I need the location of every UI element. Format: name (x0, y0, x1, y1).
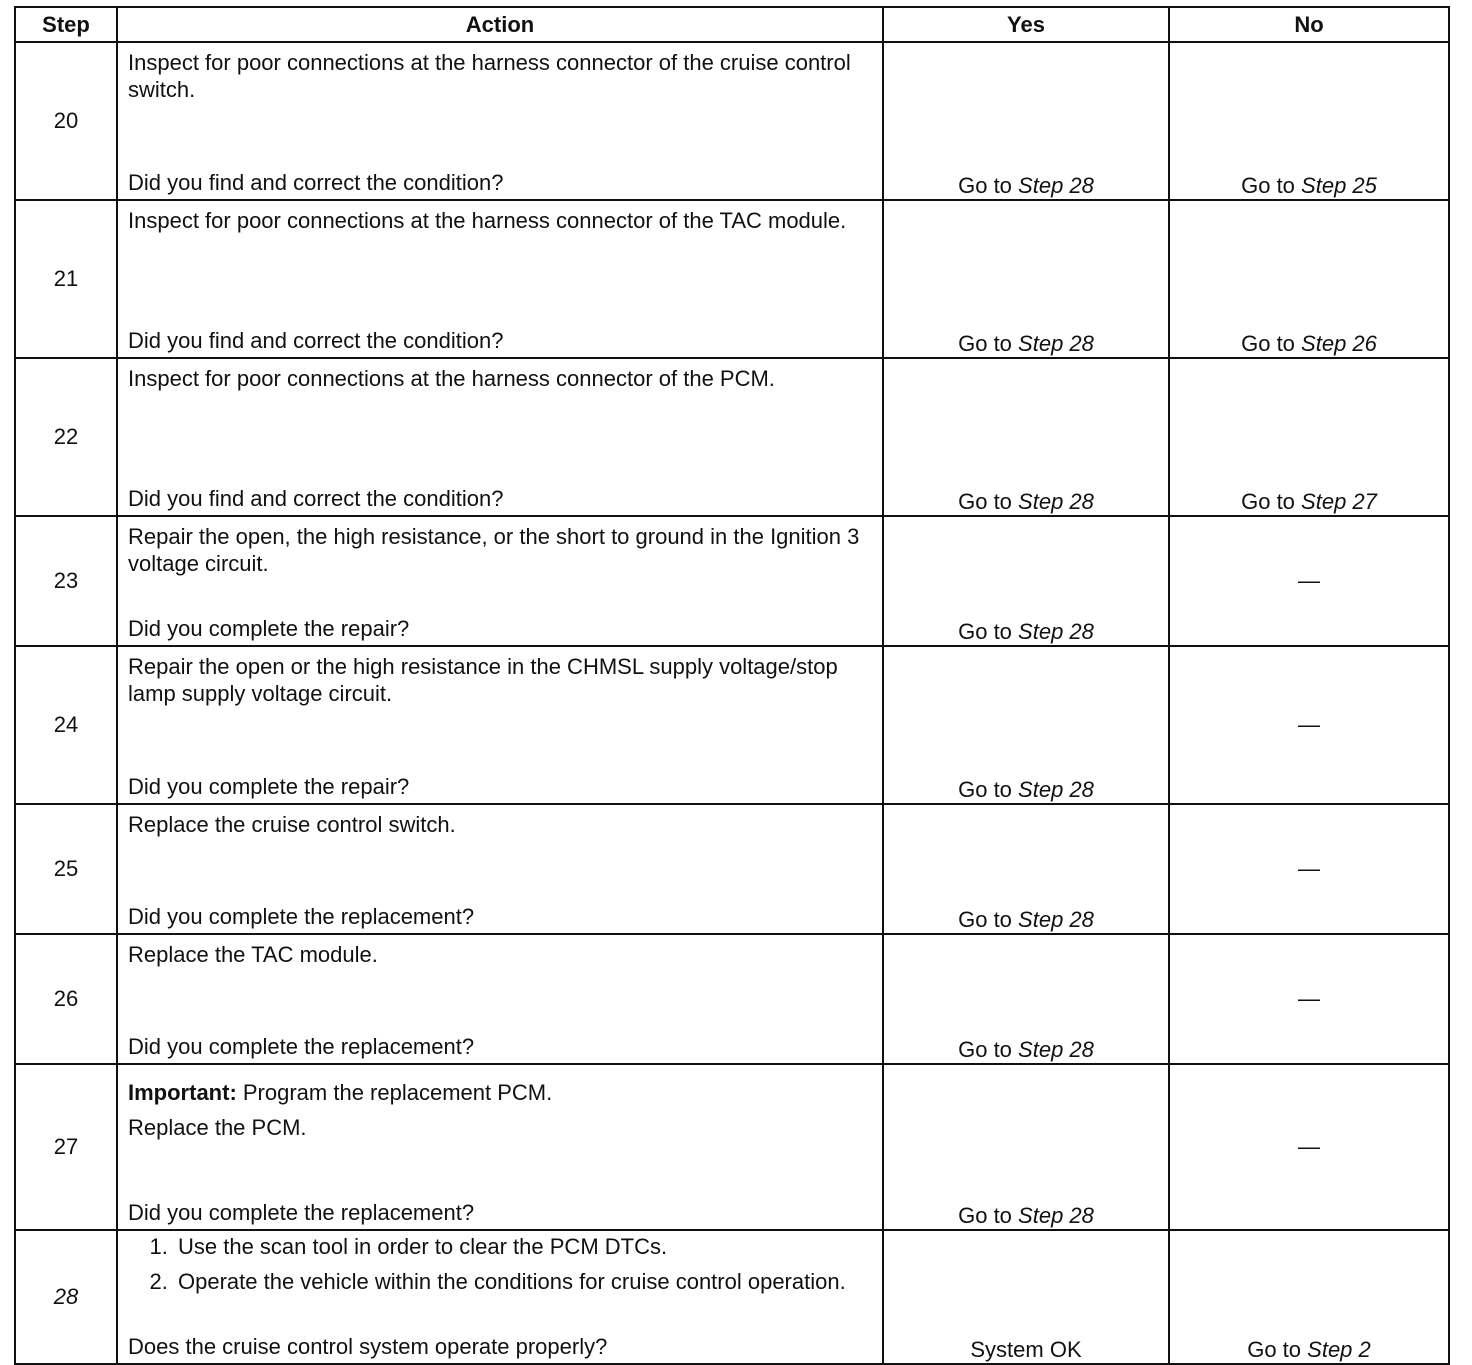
action-text: Repair the open, the high resistance, or the short to ground in the Ignition 3 voltage circuit. (128, 524, 860, 576)
no-cell (1169, 1064, 1449, 1230)
go-to-text: Go to (1241, 173, 1295, 198)
important-note (128, 1079, 872, 1106)
action-question: Did you find and correct the condition? (128, 328, 504, 353)
action-question: Did you complete the replacement? (128, 1200, 475, 1225)
table-row (15, 1064, 1449, 1230)
action-text: Inspect for poor connections at the harness connector of the cruise control switch. (128, 50, 851, 102)
go-to-text: Go to (958, 777, 1012, 802)
action-steps-list (128, 1233, 872, 1295)
no-step-link[interactable]: Step 25 (1301, 173, 1377, 198)
go-to-text: Go to (958, 907, 1012, 932)
system-ok-text: System OK (970, 1337, 1082, 1362)
step-number: 25 (15, 804, 117, 934)
action-cell (117, 1230, 883, 1364)
action-text: Inspect for poor connections at the harness connector of the PCM. (128, 366, 775, 391)
no-cell (1169, 646, 1449, 804)
step-number: 23 (15, 516, 117, 646)
yes-cell (883, 1064, 1169, 1230)
step-number: 24 (15, 646, 117, 804)
no-step-link[interactable]: Step 27 (1301, 489, 1377, 514)
yes-cell (883, 934, 1169, 1064)
diagnostic-table (14, 6, 1450, 1365)
header-action: Action (117, 7, 883, 42)
yes-step-link[interactable]: Step 28 (1018, 173, 1094, 198)
yes-step-link[interactable]: Step 28 (1018, 489, 1094, 514)
yes-cell (883, 200, 1169, 358)
action-question: Did you complete the repair? (128, 774, 410, 799)
yes-step-link[interactable]: Step 28 (1018, 777, 1094, 802)
step-number: 28 (15, 1230, 117, 1364)
go-to-text: Go to (958, 173, 1012, 198)
yes-cell (883, 804, 1169, 934)
table-row (15, 358, 1449, 516)
yes-cell (883, 516, 1169, 646)
table-row (15, 934, 1449, 1064)
step-number: 21 (15, 200, 117, 358)
action-cell (117, 42, 883, 200)
action-cell (117, 804, 883, 934)
list-item: 2. Operate the vehicle within the conditions for cruise control operation. (174, 1268, 872, 1295)
action-cell (117, 200, 883, 358)
go-to-text: Go to (958, 1203, 1012, 1228)
action-question: Did you find and correct the condition? (128, 170, 504, 195)
yes-step-link[interactable]: Step 28 (1018, 1037, 1094, 1062)
action-cell (117, 1064, 883, 1230)
yes-cell (883, 646, 1169, 804)
no-cell (1169, 42, 1449, 200)
table-row (15, 804, 1449, 934)
list-item: 1. Use the scan tool in order to clear the PCM DTCs. (174, 1233, 872, 1260)
header-step: Step (15, 7, 117, 42)
table-row (15, 646, 1449, 804)
yes-cell (883, 42, 1169, 200)
no-dash: — (1298, 712, 1320, 737)
no-cell (1169, 1230, 1449, 1364)
action-question: Did you complete the repair? (128, 616, 410, 641)
table-row (15, 516, 1449, 646)
yes-cell (883, 1230, 1169, 1364)
action-text: Replace the cruise control switch. (128, 812, 456, 837)
no-step-link[interactable]: Step 2 (1307, 1337, 1371, 1362)
no-dash: — (1298, 856, 1320, 881)
go-to-text: Go to (1241, 489, 1295, 514)
important-text: Program the replacement PCM. (236, 1080, 553, 1105)
go-to-text: Go to (958, 619, 1012, 644)
no-cell (1169, 358, 1449, 516)
step-number: 27 (15, 1064, 117, 1230)
yes-step-link[interactable]: Step 28 (1018, 331, 1094, 356)
action-cell (117, 516, 883, 646)
go-to-text: Go to (958, 1037, 1012, 1062)
no-cell (1169, 200, 1449, 358)
header-row (15, 7, 1449, 42)
no-step-link[interactable]: Step 26 (1301, 331, 1377, 356)
step-number: 22 (15, 358, 117, 516)
go-to-text: Go to (1241, 331, 1295, 356)
important-label: Important: (128, 1080, 237, 1105)
go-to-text: Go to (1247, 1337, 1302, 1362)
no-dash: — (1298, 1134, 1320, 1159)
table-row (15, 1230, 1449, 1364)
table-row (15, 42, 1449, 200)
table-row (15, 200, 1449, 358)
action-text: Repair the open or the high resistance in the CHMSL supply voltage/stop lamp supply voltage circuit. (128, 654, 838, 706)
yes-cell (883, 358, 1169, 516)
header-no: No (1169, 7, 1449, 42)
action-cell (117, 358, 883, 516)
action-question: Did you complete the replacement? (128, 904, 475, 929)
action-question: Does the cruise control system operate properly? (128, 1334, 608, 1359)
step-number: 20 (15, 42, 117, 200)
action-text: Inspect for poor connections at the harness connector of the TAC module. (128, 208, 847, 233)
no-cell (1169, 934, 1449, 1064)
go-to-text: Go to (958, 489, 1012, 514)
no-dash: — (1298, 986, 1320, 1011)
yes-step-link[interactable]: Step 28 (1018, 619, 1094, 644)
action-text: Replace the TAC module. (128, 942, 378, 967)
action-cell (117, 934, 883, 1064)
no-cell (1169, 804, 1449, 934)
yes-step-link[interactable]: Step 28 (1018, 1203, 1094, 1228)
header-yes: Yes (883, 7, 1169, 42)
go-to-text: Go to (958, 331, 1012, 356)
action-cell (117, 646, 883, 804)
action-question: Did you find and correct the condition? (128, 486, 504, 511)
action-text: Replace the PCM. (128, 1115, 307, 1140)
no-dash: — (1298, 568, 1320, 593)
action-question: Did you complete the replacement? (128, 1034, 475, 1059)
yes-step-link[interactable]: Step 28 (1018, 907, 1094, 932)
no-cell (1169, 516, 1449, 646)
step-number: 26 (15, 934, 117, 1064)
